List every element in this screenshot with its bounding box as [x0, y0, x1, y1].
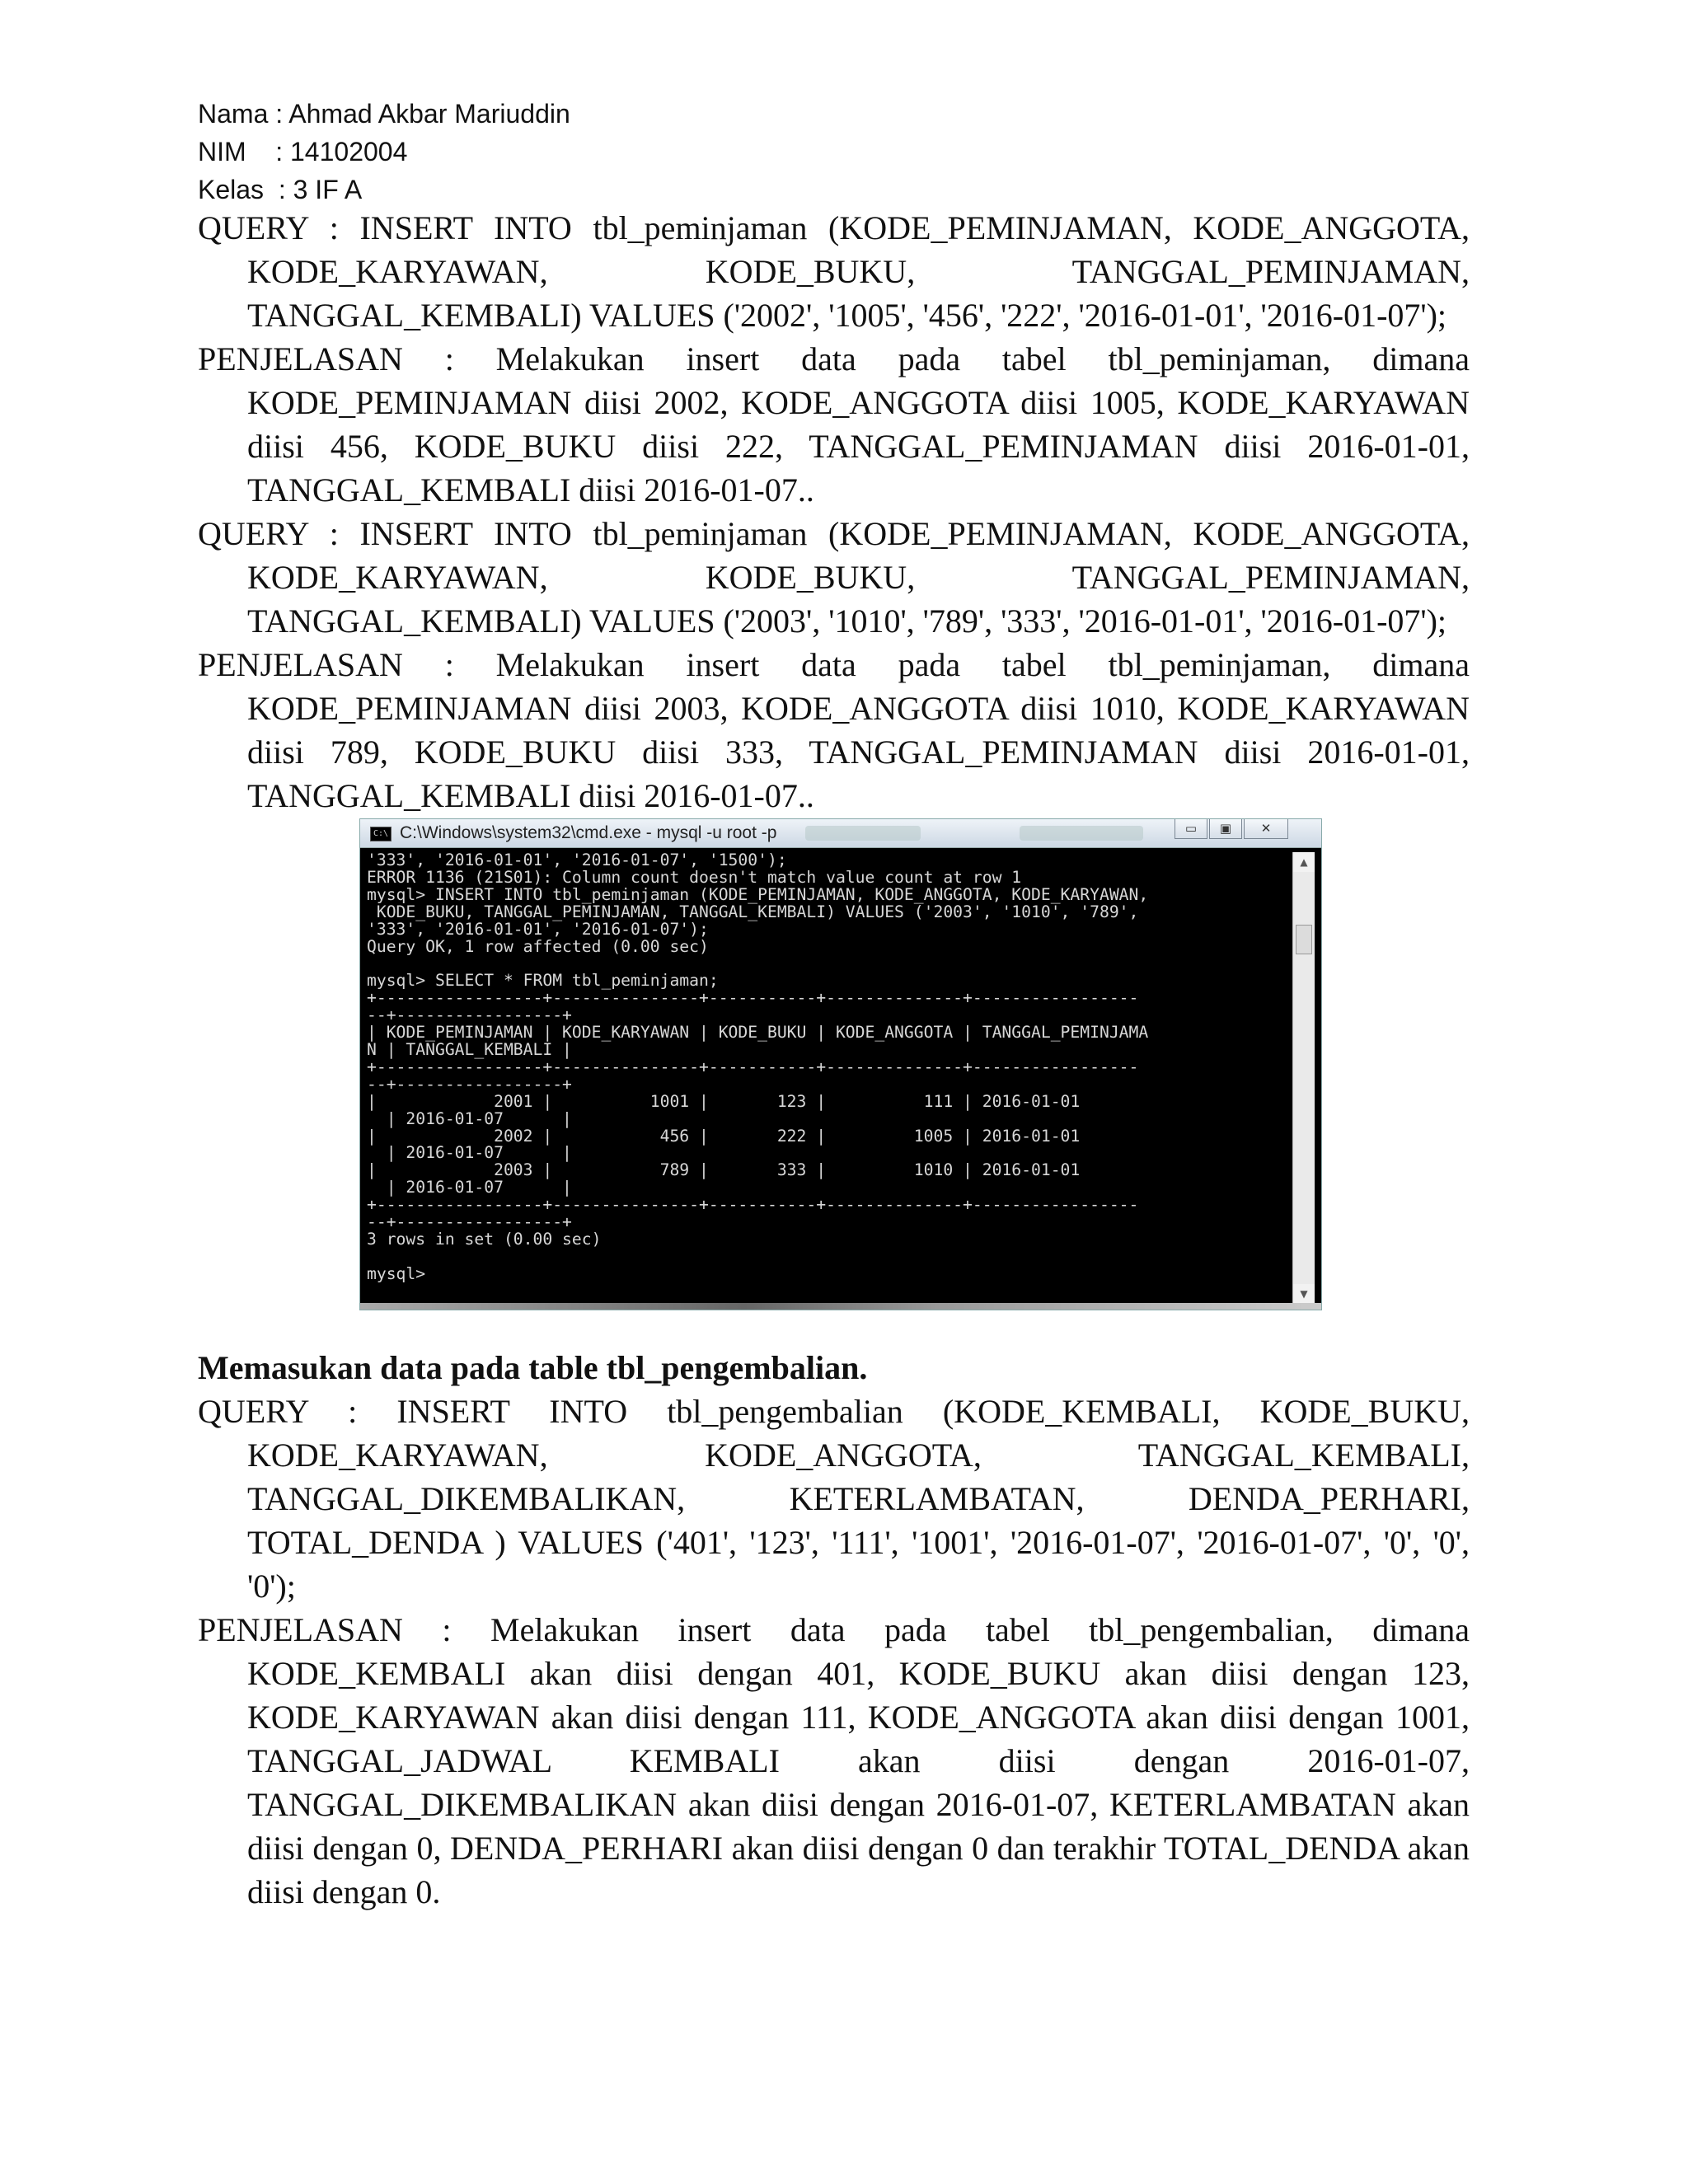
penjelasan-line: diisi 456, KODE_BUKU diisi 222, TANGGAL_PEMINJAMAN diisi 2016-01-01,: [247, 428, 1470, 465]
penjelasan-line: KODE_KARYAWAN akan diisi dengan 111, KODE_ANGGOTA akan diisi dengan 1001,: [247, 1699, 1470, 1736]
query-line: '0');: [247, 1568, 296, 1605]
cmd-scrollbar[interactable]: [1292, 852, 1315, 1304]
student-nim: NIM : 14102004: [198, 137, 408, 166]
penjelasan-line: KODE_KEMBALI akan diisi dengan 401, KODE_BUKU akan diisi dengan 123,: [247, 1655, 1470, 1692]
query-line: TANGGAL_KEMBALI) VALUES ('2002', '1005', '456', '222', '2016-01-01', '2016-01-07');: [247, 297, 1447, 334]
cmd-window-screenshot: [359, 818, 1322, 1310]
penjelasan-line: TANGGAL_DIKEMBALIKAN akan diisi dengan 2016-01-07, KETERLAMBATAN akan: [247, 1786, 1470, 1823]
penjelasan-line: TANGGAL_KEMBALI diisi 2016-01-07..: [247, 777, 814, 814]
query-line: QUERY : INSERT INTO tbl_peminjaman (KODE_PEMINJAMAN, KODE_ANGGOTA,: [198, 515, 1470, 552]
maximize-button[interactable]: ▣: [1209, 819, 1242, 839]
penjelasan-peminjaman-2002: [198, 337, 1470, 512]
cmd-bottom-edge: [360, 1303, 1321, 1310]
cmd-title-bar: [360, 819, 1321, 848]
penjelasan-line: TANGGAL_JADWAL KEMBALI akan diisi dengan 2016-01-07,: [247, 1742, 1470, 1779]
penjelasan-line: diisi dengan 0.: [247, 1873, 441, 1910]
cmd-output: '333', '2016-01-01', '2016-01-07', '1500'); ERROR 1136 (21S01): Column count doesn't match value count at row 1 mysql> INSERT INTO tbl_peminjaman (KODE_PEMINJAMAN, KODE_ANGGOTA, KODE_KARYAWAN, KODE_BUKU, TANGGAL_PEMINJAMAN, TANGGAL_KEMBALI) VALUES ('2003', '1010', '789', '333', '2016-01-01', '2016-01-07'); Query OK, 1 row affected (0.00 sec) mysql> SELECT * FROM tbl_peminjaman; +-----------------+---------------+-----------+--------------+----------------- --+-----------------+ | KODE_PEMINJAMAN | KODE_KARYAWAN | KODE_BUKU | KODE_ANGGOTA | TANGGAL_PEMINJAMA N | TANGGAL_KEMBALI | +-----------------+---------------+-----------+--------------+----------------- --+-----------------+ | 2001 | 1001 | 123 | 111 | 2016-01-01 | 2016-01-07 | | 2002 | 456 | 222 | 1005 | 2016-01-01 | 2016-01-07 | | 2003 | 789 | 333 | 1010 | 2016-01-01 | 2016-01-07 | +-----------------+---------------+-----------+--------------+----------------- --+-----------------+ 3 rows in set (0.00 sec) mysql>: [367, 851, 1149, 1283]
penjelasan-line: KODE_PEMINJAMAN diisi 2002, KODE_ANGGOTA diisi 1005, KODE_KARYAWAN: [247, 384, 1470, 421]
background-window-blur: [805, 826, 921, 841]
penjelasan-line: diisi dengan 0, DENDA_PERHARI akan diisi dengan 0 dan terakhir TOTAL_DENDA akan: [247, 1830, 1470, 1867]
cmd-app-icon: C:\: [370, 827, 392, 841]
penjelasan-line: TANGGAL_KEMBALI diisi 2016-01-07..: [247, 471, 814, 509]
cmd-console: [367, 852, 1292, 1304]
penjelasan-pengembalian: [198, 1608, 1470, 1914]
penjelasan-peminjaman-2003: [198, 643, 1470, 818]
query-line: KODE_KARYAWAN, KODE_BUKU, TANGGAL_PEMINJAMAN,: [247, 559, 1470, 596]
penjelasan-line: KODE_PEMINJAMAN diisi 2003, KODE_ANGGOTA diisi 1010, KODE_KARYAWAN: [247, 690, 1470, 727]
close-button[interactable]: ✕: [1244, 819, 1288, 839]
scroll-thumb[interactable]: [1296, 925, 1312, 954]
student-name: Nama : Ahmad Akbar Mariuddin: [198, 99, 570, 129]
cmd-window-title: C:\Windows\system32\cmd.exe - mysql -u root -p: [400, 823, 777, 842]
penjelasan-line: PENJELASAN : Melakukan insert data pada tabel tbl_peminjaman, dimana: [198, 646, 1470, 683]
query-line: TOTAL_DENDA ) VALUES ('401', '123', '111', '1001', '2016-01-07', '2016-01-07', '0', '0',: [247, 1524, 1470, 1561]
penjelasan-line: PENJELASAN : Melakukan insert data pada tabel tbl_pengembalian, dimana: [198, 1611, 1470, 1648]
minimize-button[interactable]: ▭: [1175, 819, 1207, 839]
background-window-blur: [1020, 826, 1143, 841]
query-line: KODE_KARYAWAN, KODE_BUKU, TANGGAL_PEMINJAMAN,: [247, 253, 1470, 290]
query-line: KODE_KARYAWAN, KODE_ANGGOTA, TANGGAL_KEMBALI,: [247, 1436, 1470, 1474]
section-heading-pengembalian: Memasukan data pada table tbl_pengembalian.: [198, 1349, 868, 1386]
scroll-down-arrow-icon[interactable]: ▼: [1293, 1284, 1315, 1304]
scroll-up-arrow-icon[interactable]: ▲: [1293, 852, 1315, 872]
query-line: TANGGAL_KEMBALI) VALUES ('2003', '1010', '789', '333', '2016-01-01', '2016-01-07');: [247, 602, 1447, 640]
query-line: QUERY : INSERT INTO tbl_pengembalian (KODE_KEMBALI, KODE_BUKU,: [198, 1393, 1470, 1430]
query-insert-peminjaman-2002: [198, 206, 1470, 337]
penjelasan-line: PENJELASAN : Melakukan insert data pada tabel tbl_peminjaman, dimana: [198, 340, 1470, 377]
student-class: Kelas : 3 IF A: [198, 175, 363, 204]
query-insert-pengembalian: [198, 1390, 1470, 1608]
query-insert-peminjaman-2003: [198, 512, 1470, 643]
query-line: TANGGAL_DIKEMBALIKAN, KETERLAMBATAN, DENDA_PERHARI,: [247, 1480, 1470, 1517]
penjelasan-line: diisi 789, KODE_BUKU diisi 333, TANGGAL_PEMINJAMAN diisi 2016-01-01,: [247, 733, 1470, 771]
query-line: QUERY : INSERT INTO tbl_peminjaman (KODE_PEMINJAMAN, KODE_ANGGOTA,: [198, 209, 1470, 246]
